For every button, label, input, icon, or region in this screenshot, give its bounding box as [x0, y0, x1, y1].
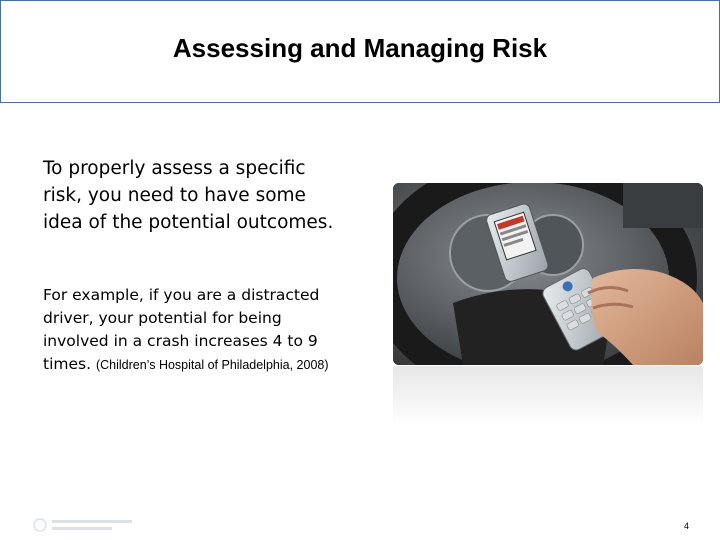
- photo-illustration: [393, 183, 703, 365]
- slide-title: Assessing and Managing Risk: [172, 33, 548, 63]
- body-paragraph-2-text: For example, if you are a distracted driver, your potential for being involved in a crash increases 4 to 9 times.: [43, 286, 320, 373]
- driver-texting-photo: [393, 183, 703, 365]
- title-bar: [0, 0, 720, 103]
- photo-reflection: [393, 366, 703, 426]
- body-paragraph-2: [43, 284, 343, 377]
- citation: (Children’s Hospital of Philadelphia, 2008): [95, 358, 329, 372]
- body-paragraph-1: To properly assess a specific risk, you need to have some idea of the potential outcomes.: [43, 158, 334, 233]
- page-number: 4: [684, 521, 690, 531]
- faded-logo-icon: [30, 515, 140, 535]
